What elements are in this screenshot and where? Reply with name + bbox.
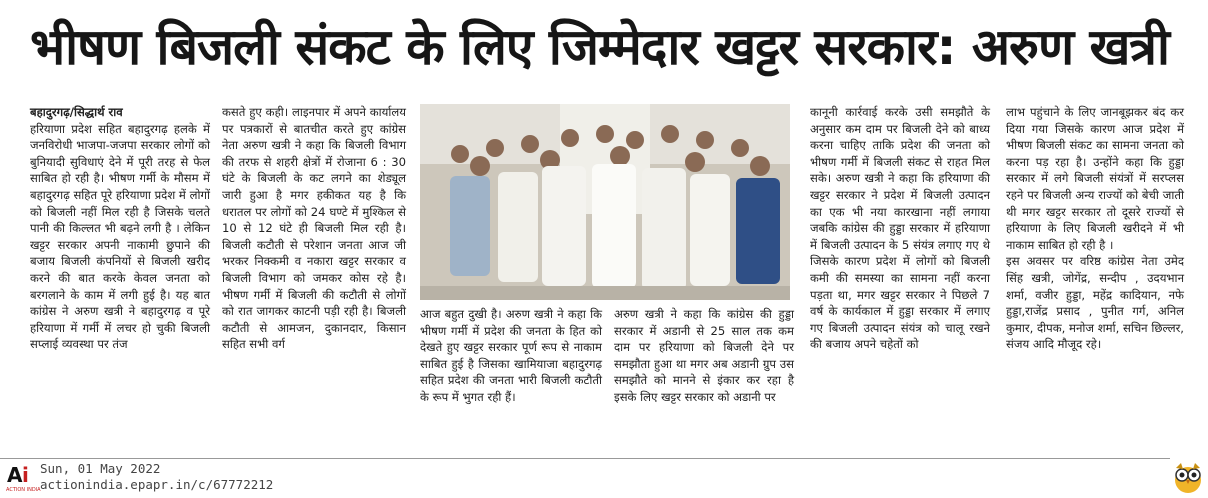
epaper-link[interactable]: actionindia.epapr.in/c/67772212 <box>40 477 274 492</box>
article-column-2 <box>222 104 406 444</box>
svg-text:i: i <box>22 463 29 487</box>
footer-divider <box>0 458 1170 459</box>
svg-text:A: A <box>7 463 23 487</box>
column-text: लाभ पहुंचाने के लिए जानबूझकर बंद कर दिया गया जिसके कारण आज प्रदेश में भीषण बिजली संकट का सामना जनता को करना पड़ रहा है। उन्होंने कहा कि हुड्डा सरकार में लगे बिजली संयंत्रों में सरप्लस रहने पर बिजली अन्य राज्यों को बेची जाती थी मगर खट्टर सरकार तो दूसरे राज्यों से हरियाणा के लिए बिजली खरीदने में भी नाकाम साबित हो रही है । <box>1006 105 1184 252</box>
actionindia-logo-icon[interactable] <box>6 462 41 493</box>
article-column-5 <box>810 104 990 444</box>
column-text: आज बहुत दुखी है। अरुण खत्री ने कहा कि भीषण गर्मी में प्रदेश की जनता के हित को देखते हुए खट्टर सरकार पूर्ण रूप से नाकाम साबित हुई है जिसका खामियाजा बहादुरगढ़ सहित प्रदेश की जनता भारी बिजली कटौती के रूप में भुगत रही हैं। <box>420 307 602 404</box>
publication-date: Sun, 01 May 2022 <box>40 461 161 476</box>
column-text: कानूनी कार्रवाई करके उसी समझौते के अनुसार कम दाम पर बिजली देने को बाध्य करना चाहिए ताकि प्रदेश की जनता को भीषण गर्मी में बिजली संकट से राहत मिल सके। अरुण खत्री ने कहा कि हरियाणा की खट्टर सरकार ने प्रदेश में बिजली उत्पादन का एक भी नया कारखाना नहीं लगाया जबकि कांग्रेस की हुड्डा सरकार में हरियाणा में बिजली उत्पादन के 5 संयंत्र लगाए गए थे जिसके कारण प्रदेश में लोगों को बिजली कमी की समस्या का सामना नहीं करना पड़ता था, मगर खट्टर सरकार ने पिछले 7 वर्ष के कार्यकाल में हुड्डा सरकार में लगाए गए बिजली उत्पादन संयंत्र को चालू रखने की बजाय अपने चहेतों को <box>810 105 990 352</box>
article-column-1 <box>30 104 210 444</box>
column-text: इस अवसर पर वरिष्ठ कांग्रेस नेता उमेद सिंह खत्री, जोगेंद्र, सन्दीप , उदयभान शर्मा, वजीर हुड्डा, महेंद्र कादियान, नफे हुड्डा,राजेंद्र प्रसाद , पुनीत गर्ग, अनिल कुमार, दीपक, मनोज शर्मा, सचिन छिल्लर, संजय आदि मौजूद रहे। <box>1006 254 1184 352</box>
group-photo-illustration <box>420 104 790 300</box>
byline: बहादुरगढ़/सिद्धार्थ राव <box>30 105 123 119</box>
headline: भीषण बिजली संकट के लिए जिम्मेदार खट्टर सरकार: अरुण खत्री <box>30 18 1169 76</box>
column-text: कसते हुए कही। लाइनपार में अपने कार्यालय पर पत्रकारों से बातचीत करते हुए कांग्रेस नेता अरुण खत्री ने कहा कि बिजली विभाग की तरफ से शहरी क्षेत्रों में रोजाना 6 : 30 घंटे के बिजली के कट लगने का शेड्यूल जारी हुआ है मगर हकीकत यह है कि धरातल पर लोगों को 24 घण्टे में मुश्किल से 10 से 12 घंटे ही बिजली मिल रही है। बिजली कटौती से परेशान जनता आज जी भरकर निक्कमी व नकारा खट्टर सरकार व बिजली विभाग को जमकर कोस रहे है। भीषण गर्मी में बिजली की कटौती से लोगों को रात जागकर काटनी पड़ी रही है। बिजली कटौती से आमजन, दुकानदार, किसान सहित सभी वर्ग <box>222 105 406 352</box>
column-text: हरियाणा प्रदेश सहित बहादुरगढ़ हलके में जनविरोधी भाजपा-जजपा सरकार लोगों को बुनियादी सुविधाएं देने में पूरी तरह से फेल साबित हो रही है। भीषण गर्मी के मौसम में बहादुरगढ़ सहित पूरे हरियाणा प्रदेश में लोगों को बिजली नहीं मिल रही है जिसके चलते पानी की किल्लत भी बढ़ने लगी है । लेकिन खट्टर सरकार अपनी नाकामी छुपाने की बजाय बिजली कंपनियों से बिजली खरीद करने की बात करके केवल जनता को बरगलाने के काम में लगी हुई है। यह बात कांग्रेस ने अरुण खत्री ने बहादुरगढ़ व पूरे हरियाणा में गर्मी में लचर हो चुकी बिजली सप्लाई व्यवस्था पर तंज <box>30 121 210 352</box>
logo-wordmark: ACTION INDIA <box>6 487 41 493</box>
article-column-6 <box>1006 104 1184 444</box>
article-column-3 <box>420 306 602 446</box>
article-column-4 <box>614 306 794 446</box>
news-photo <box>420 104 790 300</box>
column-text: अरुण खत्री ने कहा कि कांग्रेस की हुड्डा सरकार में अडानी से 25 साल तक कम दाम पर हरियाणा को बिजली देने पर समझौता हुआ था मगर अब अडानी ग्रुप उस समझौते को मानने से इंकार कर रहा है इसके लिए खट्टर सरकार को अडानी पर <box>614 307 794 404</box>
owl-mascot-icon <box>1172 460 1204 494</box>
